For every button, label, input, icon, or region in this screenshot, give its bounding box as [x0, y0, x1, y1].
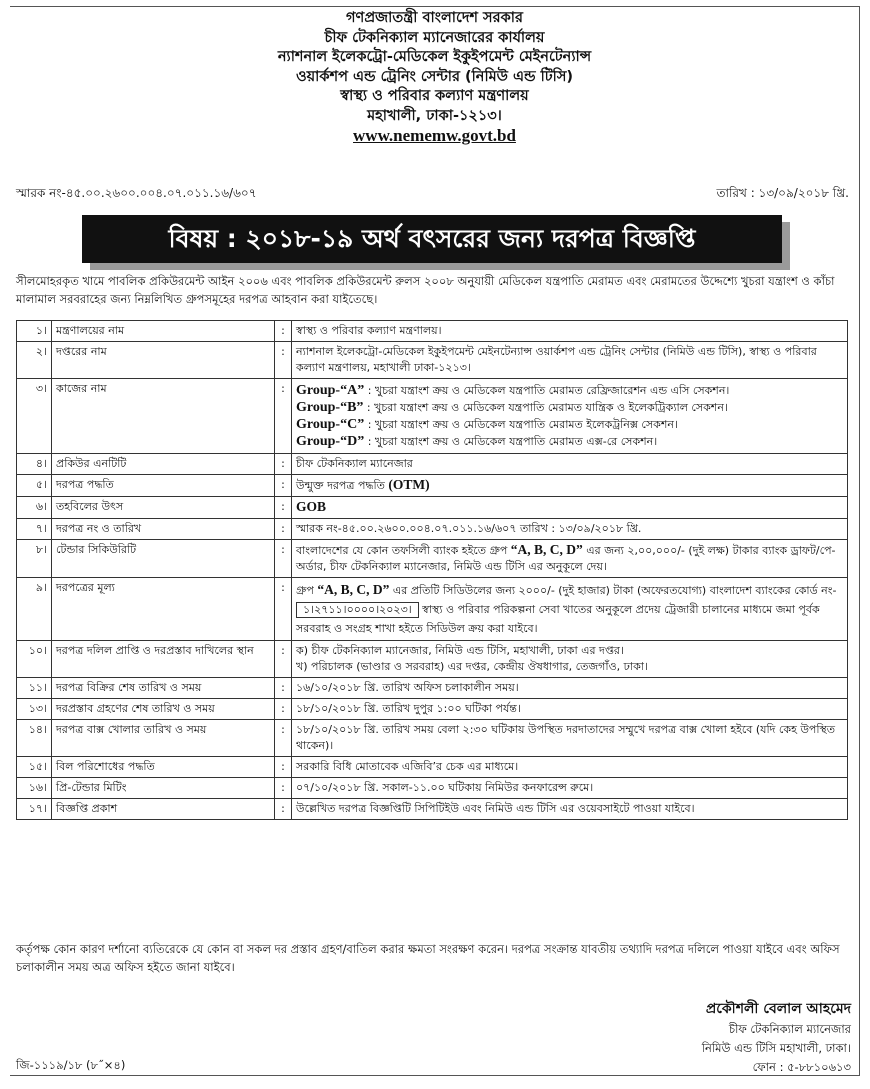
table-row: [17, 540, 848, 578]
place-line-1: ক) চীফ টেকনিক্যাল ম্যানেজার, নিমিউ এন্ড টিসি, মহাখালী, ঢাকা এর দপ্তর।: [296, 644, 624, 657]
row-field: দরপত্রের মূল্য: [52, 578, 275, 641]
table-row: [17, 342, 848, 379]
row-number: ৬।: [17, 497, 52, 519]
group-text: : খুচরা যন্ত্রাংশ ক্রয় ও মেডিকেল যন্ত্রপাতি মেরামত ইলেকট্রনিক্স সেকশন।: [364, 418, 678, 431]
row-field: দরপত্র বাক্স খোলার তারিখ ও সময়: [52, 720, 275, 757]
table-row: [17, 699, 848, 720]
method-text: উন্মুক্ত দরপত্র পদ্ধতি: [296, 479, 389, 492]
group-line: [296, 433, 843, 450]
row-colon: :: [275, 454, 292, 475]
header-line-address: মহাখালী, ঢাকা-১২১৩।: [367, 107, 502, 124]
row-field: দরপ্রস্তাব গ্রহণের শেষ তারিখ ও সময়: [52, 699, 275, 720]
group-label: Group-“B”: [296, 400, 364, 415]
row-colon: :: [275, 678, 292, 699]
row-colon: :: [275, 778, 292, 799]
row-value: ১৮/১০/২০১৮ খ্রি. তারিখ দুপুর ১:০০ ঘটিকা পর্যন্ত।: [292, 699, 848, 720]
row-value: [292, 540, 848, 578]
table-row: [17, 497, 848, 519]
memo-ref: স্মারক নং-৪৫.০০.২৬০০.০০৪.০৭.০১১.১৬/৬০৭: [16, 186, 257, 200]
row-colon: :: [275, 540, 292, 578]
price-groups: “A, B, C, D”: [317, 582, 390, 597]
authority-note: কর্তৃপক্ষ কোন কারণ দর্শানো ব্যতিরেকে যে কোন বা সকল দর প্রস্তাব গ্রহণ/বাতিল করার ক্ষমতা সংরক্ষণ করেন। দরপত্র সংক্রান্ত যাবতীয় তথ্যাদি দরপত্র দলিলে পাওয়া যাইবে এবং অফিস চলাকালীন সময় অত্র অফিস হইতে জানা যাইবে।: [16, 942, 840, 974]
bank-code-box: ১।২৭১১।০০০০।২০২৩।: [296, 602, 419, 618]
row-colon: :: [275, 475, 292, 497]
header-line-ministry: স্বাস্থ্য ও পরিবার কল্যাণ মন্ত্রণালয়: [340, 88, 529, 104]
row-number: ১০।: [17, 641, 52, 678]
row-number: ৮।: [17, 540, 52, 578]
row-value: [292, 475, 848, 497]
row-value: চীফ টেকনিক্যাল ম্যানেজার: [292, 454, 848, 475]
office-header: [10, 7, 859, 146]
table-row: [17, 519, 848, 540]
row-number: ৫।: [17, 475, 52, 497]
group-text: : খুচরা যন্ত্রাংশ ক্রয় ও মেডিকেল যন্ত্রপাতি মেরামত রেফ্রিজারেশন এন্ড এসি সেকশন।: [364, 384, 730, 397]
row-field: দরপত্র পদ্ধতি: [52, 475, 275, 497]
table-row: [17, 799, 848, 820]
row-value: ১৮/১০/২০১৮ খ্রি. তারিখ সময় বেলা ২:৩০ ঘটিকায় উপস্থিত দরদাতাদের সম্মুখে দরপত্র বাক্স খোলা হইবে (যদি কেহ উপস্থিত থাকেন)।: [292, 720, 848, 757]
table-row: [17, 379, 848, 454]
subject-banner: বিষয় : ২০১৮-১৯ অর্থ বৎসরের জন্য দরপত্র বিজ্ঞপ্তি: [82, 215, 782, 263]
row-number: ৭।: [17, 519, 52, 540]
table-row: [17, 454, 848, 475]
memo-date: তারিখ : ১৩/০৯/২০১৮ খ্রি.: [716, 186, 849, 200]
row-number: ১১।: [17, 678, 52, 699]
row-colon: :: [275, 641, 292, 678]
signature-block: [702, 997, 851, 1078]
table-row: [17, 757, 848, 778]
row-field: প্রি-টেন্ডার মিটিং: [52, 778, 275, 799]
table-row: [17, 678, 848, 699]
row-field: দরপত্র দলিল প্রাপ্তি ও দরপ্রস্তাব দাখিলের স্থান: [52, 641, 275, 678]
row-number: ১৪।: [17, 720, 52, 757]
row-number: ১৩।: [17, 699, 52, 720]
row-number: ২।: [17, 342, 52, 379]
group-line: [296, 416, 843, 433]
row-value: [292, 641, 848, 678]
row-colon: :: [275, 519, 292, 540]
signatory-name: প্রকৌশলী বেলাল আহমেদ: [705, 1001, 851, 1017]
method-code: (OTM): [388, 477, 430, 492]
row-colon: :: [275, 757, 292, 778]
header-line-center: ওয়ার্কশপ এন্ড ট্রেনিং সেন্টার (নিমিউ এন্ড টিসি): [295, 68, 574, 85]
website-link[interactable]: www.nememw.govt.bd: [353, 126, 516, 145]
row-field: দপ্তরের নাম: [52, 342, 275, 379]
security-text: বাংলাদেশের যে কোন তফসিলী ব্যাংক হইতে গ্রুপ: [296, 544, 511, 557]
row-value: [292, 497, 848, 519]
row-colon: :: [275, 720, 292, 757]
row-number: ১৭।: [17, 799, 52, 820]
security-text-2: এর জন্য ২,০০,০০০/- (দুই লক্ষ) টাকার ব্যাংক ড্রাফট/পে-অর্ডার, চীফ টেকনিক্যাল ম্যানেজার, নিমিউ এন্ড টিসি এর অনুকূলে দেয়।: [296, 544, 836, 573]
row-value-groups: [292, 379, 848, 454]
row-number: ১৬।: [17, 778, 52, 799]
row-field: তহবিলের উৎস: [52, 497, 275, 519]
row-value: উল্লেখিত দরপত্র বিজ্ঞপ্তিটি সিপিটিইউ এবং নিমিউ এন্ড টিসি এর ওয়েবসাইটে পাওয়া যাইবে।: [292, 799, 848, 820]
price-text-3: স্বাস্থ্য ও পরিবার পরিকল্পনা সেবা খাতের অনুকূলে প্রদেয় ট্রেজারী চালানের মাধ্যমে জমা পূর্বক সরবরাহ ও সংগ্রহ শাখা হইতে সিডিউল ক্রয় করা যাইবে।: [296, 603, 820, 635]
row-field: টেন্ডার সিকিউরিটি: [52, 540, 275, 578]
row-colon: :: [275, 799, 292, 820]
row-value: ১৬/১০/২০১৮ খ্রি. তারিখ অফিস চলাকালীন সময়।: [292, 678, 848, 699]
place-line-2: খ) পরিচালক (ভাণ্ডার ও সরবরাহ) এর দপ্তর, কেন্দ্রীয় ঔষধাগার, তেজগাঁও, ঢাকা।: [296, 660, 648, 673]
group-label: Group-“A”: [296, 383, 365, 398]
row-number: ৯।: [17, 578, 52, 641]
tender-notice-page: [10, 6, 860, 1076]
group-label: Group-“D”: [296, 434, 365, 449]
signatory-title: চীফ টেকনিক্যাল ম্যানেজার: [728, 1022, 851, 1036]
group-text: : খুচরা যন্ত্রাংশ ক্রয় ও মেডিকেল যন্ত্রপাতি মেরামত এক্স-রে সেকশন।: [364, 435, 658, 448]
row-field: মন্ত্রণালয়ের নাম: [52, 321, 275, 342]
table-row: [17, 475, 848, 497]
row-field: প্রকিউর এনটিটি: [52, 454, 275, 475]
row-value: সরকারি বিধি মোতাবেক এজিবি’র চেক এর মাধ্যমে।: [292, 757, 848, 778]
row-number: ৩।: [17, 379, 52, 454]
intro-paragraph: সীলমোহরকৃত খামে পাবলিক প্রকিউরমেন্ট আইন ২০০৬ এবং পাবলিক প্রকিউরমেন্ট রুলস ২০০৮ অনুযায়ী মেডিকেল যন্ত্রপাতি মেরামত এবং মেরামতের উদ্দেশ্যে খুচরা যন্ত্রাংশ ও কাঁচা মালামাল সরবরাহের জন্য নিম্নলিখিত গ্রুপসমূহের দরপত্র আহবান করা যাইতেছে।: [16, 274, 835, 306]
row-colon: :: [275, 699, 292, 720]
security-groups: “A, B, C, D”: [510, 542, 583, 557]
row-value: [292, 578, 848, 641]
price-text: গ্রুপ: [296, 584, 318, 597]
row-value: ন্যাশনাল ইলেকট্রো-মেডিকেল ইকুইপমেন্ট মেইনটেন্যান্স ওয়ার্কশপ এন্ড ট্রেনিং সেন্টার (নিমিউ এন্ড টিসি), স্বাস্থ্য ও পরিবার কল্যাণ মন্ত্রণালয়, মহাখালী ঢাকা-১২১৩।: [292, 342, 848, 379]
row-value: স্মারক নং-৪৫.০০.২৬০০.০০৪.০৭.০১১.১৬/৬০৭ তারিখ : ১৩/০৯/২০১৮ খ্রি.: [292, 519, 848, 540]
header-line-workshop: ন্যাশনাল ইলেকট্রো-মেডিকেল ইকুইপমেন্ট মেইনটেন্যান্স: [277, 49, 592, 65]
row-field: বিজ্ঞপ্তি প্রকাশ: [52, 799, 275, 820]
row-value: স্বাস্থ্য ও পরিবার কল্যাণ মন্ত্রণালয়।: [292, 321, 848, 342]
row-colon: :: [275, 379, 292, 454]
tender-details-table: [16, 320, 848, 820]
table-row: [17, 578, 848, 641]
publication-code: জি-১১১৯/১৮ (৮˝×৪): [16, 1058, 126, 1072]
row-number: ৪।: [17, 454, 52, 475]
signatory-phone: ফোন : ৫-৮৮১০৬১৩: [752, 1060, 851, 1074]
price-text-2: এর প্রতিটি সিডিউলের জন্য ২০০০/- (দুই হাজার) টাকা (অফেরতযোগ্য) বাংলাদেশ ব্যাংকের কোর্ড নং-: [389, 584, 837, 597]
table-row: [17, 321, 848, 342]
table-row: [17, 778, 848, 799]
row-number: ১৫।: [17, 757, 52, 778]
row-colon: :: [275, 497, 292, 519]
row-field: দরপত্র বিক্রির শেষ তারিখ ও সময়: [52, 678, 275, 699]
fund-source: GOB: [296, 499, 327, 514]
group-label: Group-“C”: [296, 417, 365, 432]
row-field: দরপত্র নং ও তারিখ: [52, 519, 275, 540]
row-value: ০৭/১০/২০১৮ খ্রি. সকাল-১১.০০ ঘটিকায় নিমিউর কনফারেন্স রুমে।: [292, 778, 848, 799]
header-line-government: গণপ্রজাতন্ত্রী বাংলাদেশ সরকার: [346, 10, 523, 26]
row-field: কাজের নাম: [52, 379, 275, 454]
row-colon: :: [275, 342, 292, 379]
row-number: ১।: [17, 321, 52, 342]
row-field: বিল পরিশোধের পদ্ধতি: [52, 757, 275, 778]
group-line: [296, 399, 843, 416]
table-row: [17, 641, 848, 678]
row-colon: :: [275, 578, 292, 641]
table-row: [17, 720, 848, 757]
header-line-office: চীফ টেকনিক্যাল ম্যানেজারের কার্যালয়: [324, 29, 545, 46]
signatory-office: নিমিউ এন্ড টিসি মহাখালী, ঢাকা।: [701, 1041, 851, 1055]
group-text: : খুচরা যন্ত্রাংশ ক্রয় ও মেডিকেল যন্ত্রপাতি মেরামত যান্ত্রিক ও ইলেকট্রিক্যাল সেকশন।: [363, 401, 728, 414]
group-line: [296, 382, 843, 399]
row-colon: :: [275, 321, 292, 342]
